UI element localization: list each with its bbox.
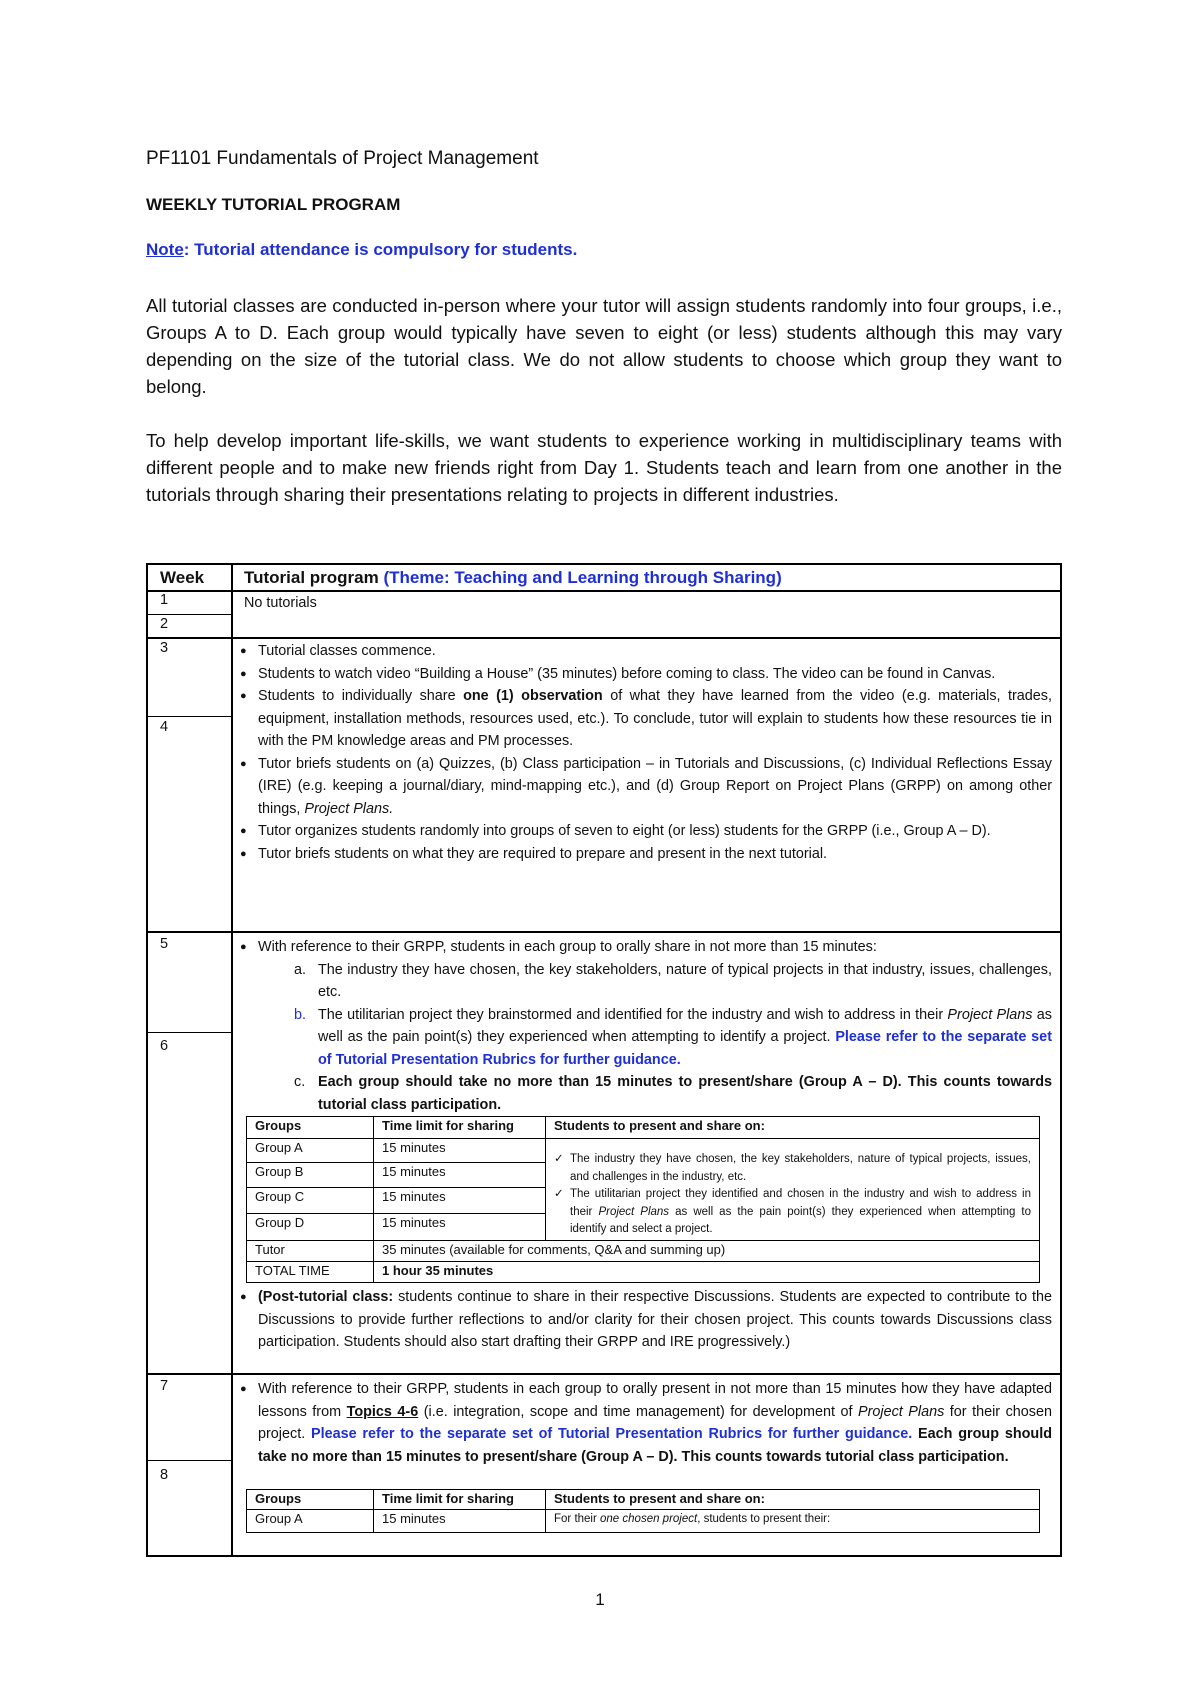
total-time: 1 hour 35 minutes [382, 1262, 494, 1278]
skills-paragraph: To help develop important life-skills, we want students to experience working in multidisciplinary teams with different people and to make new friends right from Day 1. Students teach and learn from one another in the tutorials through sharing their presentations relating to projects in different industries. [146, 430, 1062, 505]
project-plans-em: Project Plans. [304, 800, 394, 817]
row-divider-w1 [146, 614, 232, 615]
tick-text: as well as the pain point(s) they experienced when attempting to identify and select a project. [570, 1205, 1031, 1235]
page-number: 1 [595, 1590, 605, 1609]
header-program [244, 567, 782, 590]
group-cell: Group A [247, 1510, 374, 1533]
row-divider-w4 [146, 931, 1062, 933]
presentation-schedule-table [246, 1489, 1040, 1533]
list-item: ● Tutor organizes students randomly into groups of seven to eight (or less) students for the GRPP (i.e., Group A – D). [244, 820, 1052, 843]
list-item: ● Students to watch video “Building a House” (35 minutes) before coming to class. The video can be found in Canvas. [244, 663, 1052, 686]
group-cell: Group A [247, 1139, 374, 1163]
project-plans-em: Project Plans [858, 1403, 945, 1420]
week-number: 6 [160, 1038, 169, 1054]
sharing-schedule-table [246, 1116, 1040, 1283]
weeks-3-4-content [244, 640, 1052, 865]
list-item [244, 1286, 1052, 1354]
post-bold: (Post-tutorial class: [258, 1289, 394, 1305]
week-number: 5 [160, 936, 169, 952]
list-item: ● Tutor briefs students on what they are required to prepare and present in the next tutorial. [244, 843, 1052, 866]
sub-label: b. [294, 1006, 307, 1023]
w78-post: for their chosen project. [258, 1403, 1052, 1442]
total-label-cell: TOTAL TIME [247, 1261, 374, 1282]
sub-text: as well as the pain point(s) they experienced when attempting to identify a project. [318, 1006, 1052, 1045]
week-number: 8 [160, 1467, 169, 1483]
col-header-groups: Groups [247, 1490, 374, 1510]
list-item [244, 1378, 1052, 1468]
no-tutorials-text: No tutorials [244, 595, 317, 611]
obs-pre: Students to individually share [258, 688, 464, 704]
list-item [244, 753, 1052, 821]
col-header-groups: Groups [247, 1117, 374, 1139]
attendance-note [146, 240, 1062, 260]
col-header-share: Students to present and share on: [546, 1490, 1040, 1510]
note-label: Note [146, 240, 184, 259]
course-title: PF1101 Fundamentals of Project Management [146, 148, 539, 169]
table-border-left [146, 563, 148, 1557]
sub-item-a [244, 959, 1052, 1004]
header-week: Week [160, 568, 205, 587]
tutor-cell: Tutor [247, 1240, 374, 1261]
group-cell: Group B [247, 1163, 374, 1188]
share-points-cell [546, 1139, 1040, 1241]
tick-item [554, 1186, 1031, 1239]
page-heading: WEEKLY TUTORIAL PROGRAM [146, 195, 401, 214]
row-divider-w6 [146, 1373, 1062, 1375]
group-cell: Group C [247, 1188, 374, 1214]
share-post: , students to present their: [697, 1513, 831, 1525]
tick-item [554, 1151, 1031, 1186]
topics-link-text: Topics 4-6 [346, 1403, 419, 1420]
row-divider-w7 [146, 1460, 232, 1461]
check-icon: ✓ [554, 1188, 564, 1200]
table-column-divider [231, 563, 233, 1557]
sub-text: The utilitarian project they brainstormed and identified for the industry and wish to address in their [318, 1006, 948, 1023]
time-cell: 15 minutes [374, 1214, 546, 1240]
sub-item-c [244, 1071, 1052, 1116]
intro-paragraph: All tutorial classes are conducted in-person where your tutor will assign students randomly into four groups, i.e., Groups A to D. Each group would typically have seven to eight (or less) students although this may vary depending on the size of the tutorial class. We do not allow students to choose which group they want to belong. [146, 295, 1062, 397]
list-item [244, 685, 1052, 753]
week-number: 3 [160, 640, 169, 656]
obs-post: of what they have learned from the video (e.g. materials, trades, equipment, installation methods, resources used, etc.). To conclude, tutor will explain to students how these resources tie in with the PM knowledge areas and PM processes. [258, 688, 1052, 749]
weeks-7-8-content [244, 1378, 1052, 1468]
table-border-right [1060, 563, 1062, 1557]
group-cell: Group D [247, 1214, 374, 1240]
week-number: 2 [160, 616, 169, 632]
w78-bold: Each group should take no more than 15 minutes to present/share (Group A – D). This counts towards tutorial class participation. [258, 1426, 1052, 1465]
row-divider-w5 [146, 1032, 232, 1033]
time-cell: 15 minutes [374, 1139, 546, 1163]
sub-text: Each group should take no more than 15 minutes to present/share (Group A – D). This counts towards tutorial class participation. [318, 1074, 1052, 1113]
share-em: one chosen project [600, 1513, 698, 1525]
briefs-text: Tutor briefs students on (a) Quizzes, (b) Class participation – in Tutorials and Discussions, (c) Individual Reflections Essay (IRE) (e.g. keeping a journal/diary, mind-mapping etc.), and (d) Group Report on Project Plans (GRPP) on among other things, [258, 755, 1052, 817]
time-cell: 15 minutes [374, 1510, 546, 1533]
tick-text: The utilitarian project they identified and chosen in the industry and wish to address in their [570, 1188, 1031, 1218]
tutor-time-cell: 35 minutes (available for comments, Q&A and summing up) [374, 1240, 1040, 1261]
share-cell [546, 1510, 1040, 1533]
share-pre: For their [554, 1513, 601, 1525]
row-divider-w2 [146, 637, 1062, 639]
list-item: ● Tutorial classes commence. [244, 640, 1052, 663]
col-header-share: Students to present and share on: [546, 1117, 1040, 1139]
w78-pre: With reference to their GRPP, students in each group to orally present in not more than 15 minutes how they have adapted lessons from [258, 1381, 1052, 1420]
week-number: 7 [160, 1378, 169, 1394]
table-border-bottom [146, 1555, 1062, 1557]
post-tutorial-note [244, 1286, 1052, 1354]
tick-text: The industry they have chosen, the key stakeholders, nature of typical projects, issues, and challenges in the industry, etc. [570, 1153, 1031, 1183]
week-number: 4 [160, 719, 169, 735]
sub-label: a. [294, 961, 307, 978]
project-plans-em: Project Plans [947, 1006, 1033, 1023]
col-header-time: Time limit for sharing [374, 1490, 546, 1510]
weeks-5-6-content [244, 936, 1052, 1116]
col-header-time: Time limit for sharing [374, 1117, 546, 1139]
project-plans-em: Project Plans [598, 1205, 670, 1218]
sub-item-b [244, 1004, 1052, 1072]
header-theme: (Theme: Teaching and Learning through Sharing) [383, 568, 782, 587]
list-item: ● With reference to their GRPP, students in each group to orally share in not more than 15 minutes: [244, 936, 1052, 959]
time-cell: 15 minutes [374, 1188, 546, 1214]
obs-bold: one (1) observation [463, 688, 603, 704]
sub-text: The industry they have chosen, the key stakeholders, nature of typical projects in that industry, issues, challenges, etc. [318, 961, 1052, 1000]
check-icon: ✓ [554, 1153, 564, 1165]
note-text: : Tutorial attendance is compulsory for students. [183, 240, 578, 259]
week-number: 1 [160, 592, 169, 608]
table-border-top [146, 563, 1062, 565]
sub-label: c. [294, 1074, 306, 1090]
total-time-cell [374, 1261, 1040, 1282]
row-divider-w3 [146, 716, 232, 717]
post-text: students continue to share in their respective Discussions. Students are expected to contribute to the Discussions to provide further reflections to and/or clarity for their chosen project. This counts towards Discussions class participation. Students should also start drafting their GRPP and IRE progressively.) [258, 1289, 1052, 1350]
rubrics-note: Please refer to the separate set of Tutorial Presentation Rubrics for further guidance. [311, 1426, 913, 1442]
rubrics-note: Please refer to the separate set of Tutorial Presentation Rubrics for further guidance. [318, 1029, 1052, 1068]
time-cell: 15 minutes [374, 1163, 546, 1188]
header-program-label: Tutorial program [244, 568, 384, 587]
w78-mid: (i.e. integration, scope and time management) for development of [418, 1403, 858, 1420]
